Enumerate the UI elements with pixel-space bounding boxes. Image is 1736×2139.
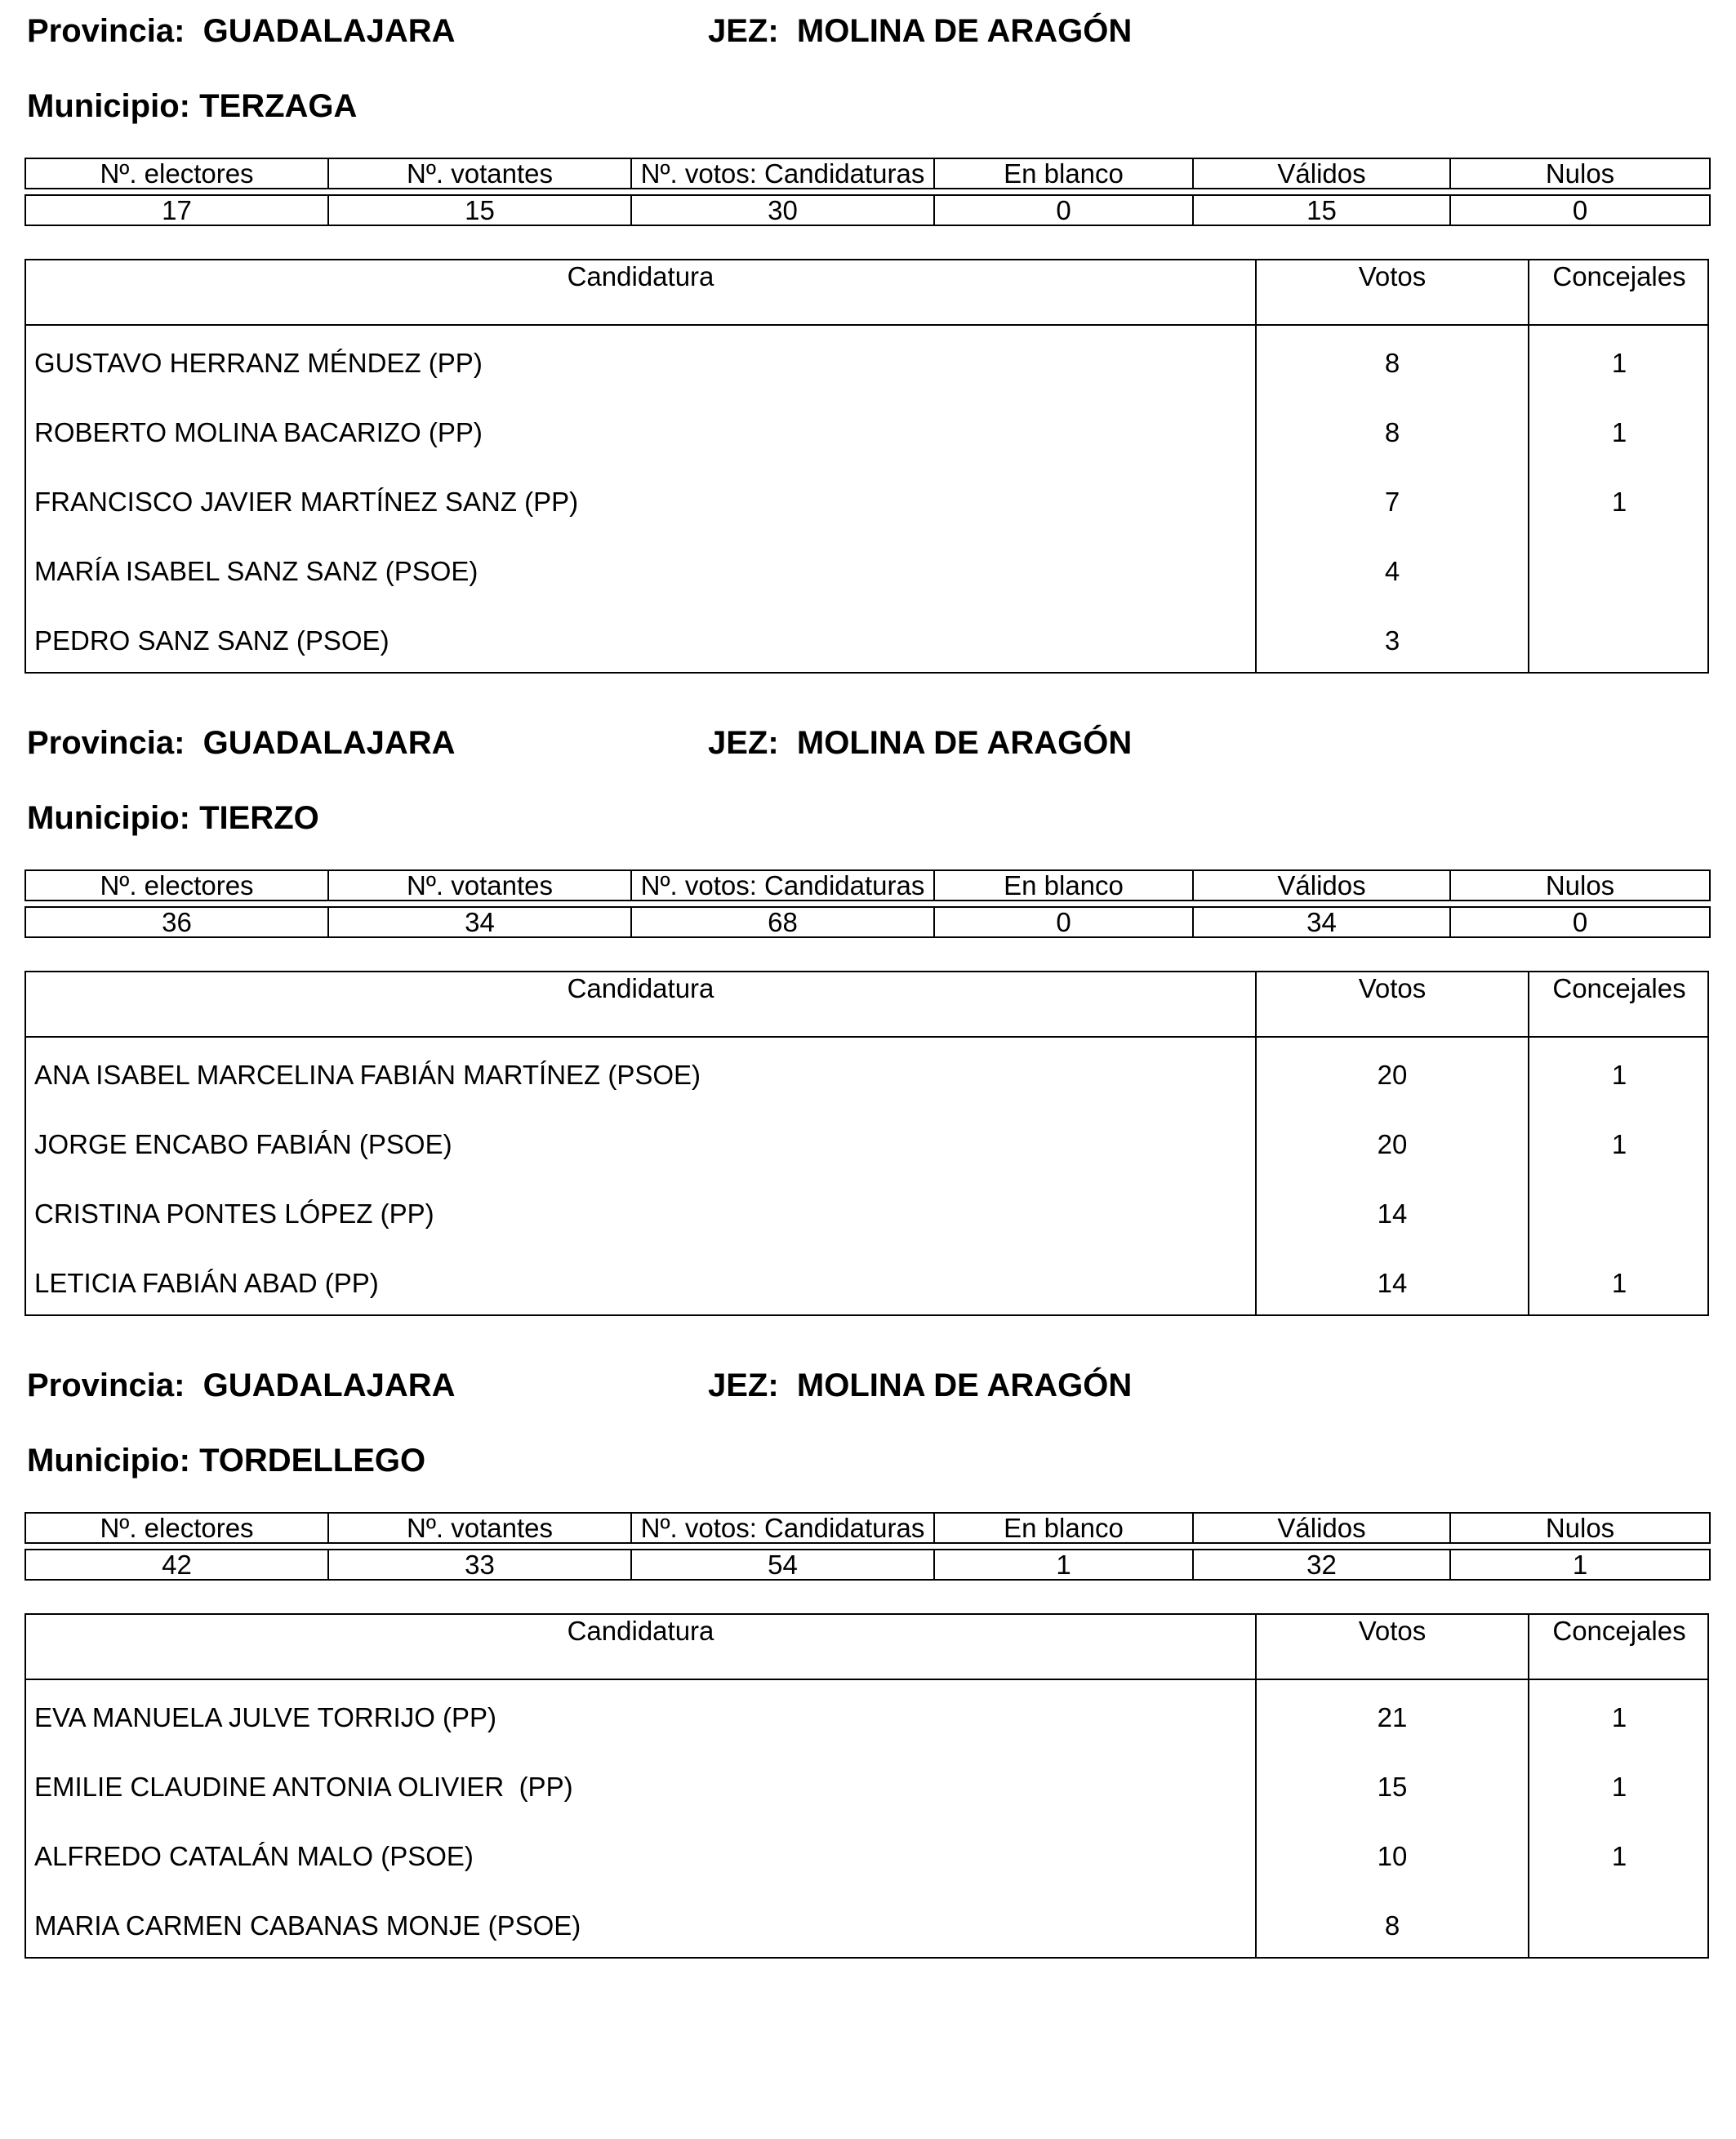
stats-value-electores: 42 [25, 1550, 328, 1580]
stats-header-row [25, 158, 1710, 189]
candidate-name: JORGE ENCABO FABIÁN (PSOE) [34, 1129, 452, 1159]
stats-header-en_blanco: En blanco [934, 158, 1193, 189]
candidate-row [26, 1110, 1707, 1179]
provincia-header [27, 727, 456, 759]
candidate-concejales: 1 [1611, 1129, 1627, 1159]
provincia-header [27, 15, 456, 47]
stats-header-validos: Válidos [1193, 1513, 1450, 1543]
stats-header-votos_candidaturas: Nº. votos: Candidaturas [631, 870, 934, 901]
stats-value-validos: 32 [1193, 1550, 1450, 1580]
candidate-votos: 8 [1384, 417, 1400, 447]
municipio-value: TORDELLEGO [199, 1443, 426, 1479]
stats-header-electores: Nº. electores [25, 870, 328, 901]
candidate-concejales: 1 [1611, 487, 1627, 517]
votos-header: Votos [1358, 1616, 1427, 1646]
stats-header-electores: Nº. electores [25, 1513, 328, 1543]
stats-header-nulos: Nulos [1450, 158, 1710, 189]
municipio-value: TIERZO [199, 800, 319, 836]
candidate-votos: 7 [1384, 487, 1400, 517]
municipio-header [27, 802, 319, 834]
candidatura-header: Candidatura [567, 973, 714, 1003]
candidate-row [26, 1821, 1707, 1891]
municipio-label: Municipio: [27, 88, 200, 124]
stats-header-validos: Válidos [1193, 870, 1450, 901]
stats-header-votantes: Nº. votantes [328, 870, 631, 901]
stats-value-nulos: 0 [1450, 907, 1710, 937]
concejales-header: Concejales [1552, 261, 1686, 291]
candidate-concejales: 1 [1611, 1841, 1627, 1871]
jez-value: MOLINA DE ARAGÓN [796, 1367, 1133, 1403]
candidate-row [26, 1752, 1707, 1821]
stats-value-nulos: 0 [1450, 195, 1710, 225]
candidate-row [26, 1040, 1707, 1110]
candidatura-header: Candidatura [567, 1616, 714, 1646]
stats-header-votantes: Nº. votantes [328, 158, 631, 189]
candidate-row [26, 398, 1707, 467]
jez-header [708, 15, 1132, 47]
votos-header: Votos [1358, 261, 1427, 291]
candidate-concejales: 1 [1611, 348, 1627, 378]
stats-value-en_blanco: 0 [934, 195, 1193, 225]
candidate-concejales: 1 [1611, 1268, 1627, 1298]
candidate-votos: 20 [1377, 1129, 1408, 1159]
stats-header-nulos: Nulos [1450, 1513, 1710, 1543]
jez-label: JEZ: [708, 1367, 797, 1403]
stats-value-votos_candidaturas: 54 [631, 1550, 934, 1580]
candidate-votos: 21 [1377, 1702, 1408, 1732]
candidate-votos: 8 [1384, 1910, 1400, 1941]
candidate-name: EMILIE CLAUDINE ANTONIA OLIVIER (PP) [34, 1772, 573, 1802]
stats-value-electores: 17 [25, 195, 328, 225]
candidate-votos: 10 [1377, 1841, 1408, 1871]
candidate-name: GUSTAVO HERRANZ MÉNDEZ (PP) [34, 348, 483, 378]
stats-value-row [25, 1550, 1710, 1580]
stats-value-validos: 15 [1193, 195, 1450, 225]
jez-value: MOLINA DE ARAGÓN [796, 725, 1133, 761]
stats-value-votantes: 15 [328, 195, 631, 225]
candidate-row [26, 1683, 1707, 1752]
candidate-row [26, 1248, 1707, 1318]
municipio-header [27, 90, 357, 122]
stats-header-en_blanco: En blanco [934, 870, 1193, 901]
stats-table [24, 1512, 1711, 1581]
candidate-votos: 4 [1384, 556, 1400, 586]
candidate-row [26, 1179, 1707, 1248]
candidate-concejales: 1 [1611, 417, 1627, 447]
candidate-name: LETICIA FABIÁN ABAD (PP) [34, 1268, 379, 1298]
stats-value-row [25, 907, 1710, 937]
stats-value-validos: 34 [1193, 907, 1450, 937]
candidate-row [26, 606, 1707, 675]
candidate-concejales: 1 [1611, 1702, 1627, 1732]
stats-value-nulos: 1 [1450, 1550, 1710, 1580]
header-divider [26, 1036, 1707, 1038]
candidates-table [24, 1613, 1709, 1959]
candidate-row [26, 328, 1707, 398]
provincia-header [27, 1369, 456, 1402]
candidate-name: FRANCISCO JAVIER MARTÍNEZ SANZ (PP) [34, 487, 579, 517]
jez-label: JEZ: [708, 13, 797, 49]
stats-header-validos: Válidos [1193, 158, 1450, 189]
header-divider [26, 324, 1707, 326]
stats-header-electores: Nº. electores [25, 158, 328, 189]
stats-table [24, 869, 1711, 938]
candidate-name: ANA ISABEL MARCELINA FABIÁN MARTÍNEZ (PSOE) [34, 1060, 701, 1090]
stats-header-row [25, 1513, 1710, 1543]
provincia-label: Provincia: [27, 1367, 203, 1403]
votos-header: Votos [1358, 973, 1427, 1003]
candidate-votos: 14 [1377, 1198, 1408, 1229]
municipality-section [24, 15, 1709, 674]
candidate-votos: 8 [1384, 348, 1400, 378]
header-divider [26, 1679, 1707, 1680]
candidate-row [26, 536, 1707, 606]
candidates-table [24, 971, 1709, 1316]
stats-spacer [25, 189, 1710, 195]
jez-label: JEZ: [708, 725, 797, 761]
concejales-header: Concejales [1552, 973, 1686, 1003]
stats-value-electores: 36 [25, 907, 328, 937]
municipio-value: TERZAGA [199, 88, 358, 124]
candidatura-header: Candidatura [567, 261, 714, 291]
candidate-name: ROBERTO MOLINA BACARIZO (PP) [34, 417, 483, 447]
stats-spacer [25, 901, 1710, 907]
candidate-name: PEDRO SANZ SANZ (PSOE) [34, 625, 389, 656]
jez-header [708, 1369, 1132, 1402]
stats-header-en_blanco: En blanco [934, 1513, 1193, 1543]
candidate-votos: 3 [1384, 625, 1400, 656]
stats-header-nulos: Nulos [1450, 870, 1710, 901]
candidate-name: EVA MANUELA JULVE TORRIJO (PP) [34, 1702, 497, 1732]
municipio-label: Municipio: [27, 1443, 200, 1479]
stats-header-row [25, 870, 1710, 901]
candidate-name: MARIA CARMEN CABANAS MONJE (PSOE) [34, 1910, 581, 1941]
jez-value: MOLINA DE ARAGÓN [796, 13, 1133, 49]
provincia-label: Provincia: [27, 725, 203, 761]
candidate-votos: 20 [1377, 1060, 1408, 1090]
concejales-header: Concejales [1552, 1616, 1686, 1646]
candidate-name: CRISTINA PONTES LÓPEZ (PP) [34, 1198, 434, 1229]
provincia-value: GUADALAJARA [203, 13, 456, 49]
candidate-name: ALFREDO CATALÁN MALO (PSOE) [34, 1841, 474, 1871]
municipio-label: Municipio: [27, 800, 200, 836]
stats-spacer [25, 1543, 1710, 1550]
stats-value-votantes: 33 [328, 1550, 631, 1580]
municipality-section [24, 727, 1709, 1316]
stats-value-row [25, 195, 1710, 225]
provincia-value: GUADALAJARA [203, 725, 456, 761]
candidate-votos: 15 [1377, 1772, 1408, 1802]
stats-value-en_blanco: 1 [934, 1550, 1193, 1580]
stats-value-votos_candidaturas: 30 [631, 195, 934, 225]
candidate-row [26, 467, 1707, 536]
provincia-value: GUADALAJARA [203, 1367, 456, 1403]
stats-value-votos_candidaturas: 68 [631, 907, 934, 937]
stats-value-votantes: 34 [328, 907, 631, 937]
stats-header-votantes: Nº. votantes [328, 1513, 631, 1543]
candidate-votos: 14 [1377, 1268, 1408, 1298]
candidate-name: MARÍA ISABEL SANZ SANZ (PSOE) [34, 556, 479, 586]
stats-value-en_blanco: 0 [934, 907, 1193, 937]
stats-header-votos_candidaturas: Nº. votos: Candidaturas [631, 158, 934, 189]
jez-header [708, 727, 1132, 759]
candidate-concejales: 1 [1611, 1772, 1627, 1802]
municipio-header [27, 1444, 425, 1477]
municipality-section [24, 1369, 1709, 1959]
candidate-concejales: 1 [1611, 1060, 1627, 1090]
provincia-label: Provincia: [27, 13, 203, 49]
candidate-row [26, 1891, 1707, 1960]
candidates-table [24, 259, 1709, 674]
stats-table [24, 158, 1711, 226]
stats-header-votos_candidaturas: Nº. votos: Candidaturas [631, 1513, 934, 1543]
